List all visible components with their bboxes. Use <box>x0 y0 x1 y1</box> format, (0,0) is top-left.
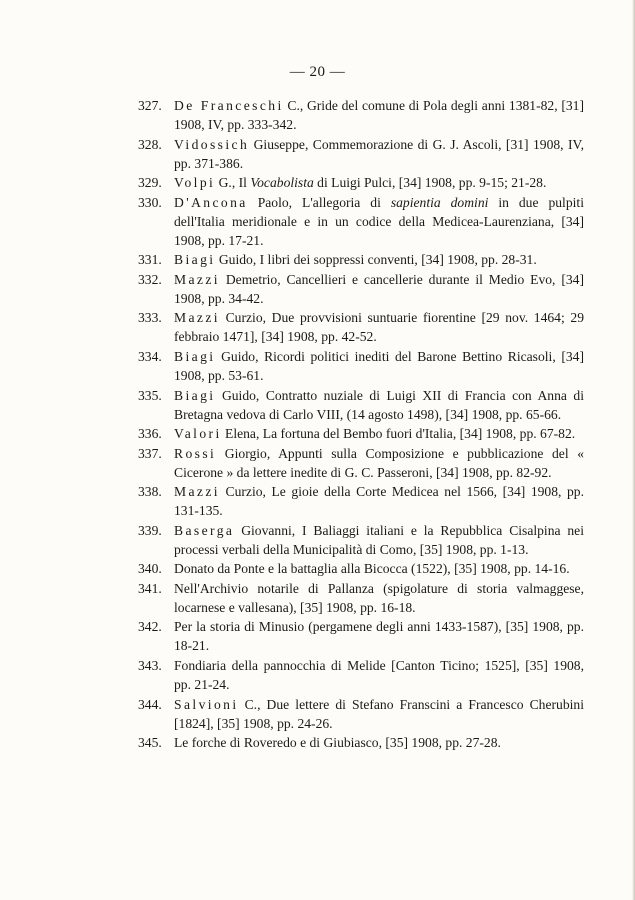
bibliography-entry <box>138 424 584 443</box>
bibliography-entry <box>138 386 584 424</box>
entry-text: Giuseppe, Commemorazione di G. J. Ascoli, [31] 1908, IV, pp. 371-386. <box>174 136 584 171</box>
bibliography-entry <box>138 579 584 617</box>
bibliography-entry <box>138 270 584 308</box>
bibliography-entry <box>138 733 584 752</box>
entry-number: 328. <box>138 136 162 152</box>
entry-text: Paolo, L'allegoria di <box>247 194 391 210</box>
bibliography-entry <box>138 173 584 192</box>
bibliography-list <box>138 96 584 753</box>
bibliography-entry <box>138 695 584 733</box>
bibliography-entry <box>138 559 584 578</box>
entry-author: Baserga <box>174 522 235 538</box>
bibliography-entry <box>138 250 584 269</box>
entry-author: Mazzi <box>174 271 220 287</box>
bibliography-entry <box>138 135 584 173</box>
entry-text: C., Due lettere di Stefano Franscini a Francesco Cherubini [1824], [35] 1908, pp. 24-26. <box>174 696 584 731</box>
entry-number: 340. <box>138 561 162 577</box>
entry-number: 334. <box>138 348 162 364</box>
entry-text: Nell'Archivio notarile di Pallanza (spigolature di storia valmaggese, locarnese e vallesana), [35] 1908, pp. 16-18. <box>174 580 584 615</box>
entry-text: Fondiaria della pannocchia di Melide [Canton Ticino; 1525], [35] 1908, pp. 21-24. <box>174 657 584 693</box>
entry-author: Mazzi <box>174 484 220 500</box>
entry-text: di Luigi Pulci, [34] 1908, pp. 9-15; 21-28. <box>313 175 547 191</box>
entry-number: 339. <box>138 522 162 538</box>
entry-number: 336. <box>138 426 162 442</box>
entry-author: Biagi <box>174 348 216 364</box>
entry-text: Curzio, Due provvisioni suntuarie fiorentine [29 nov. 1464; 29 febbraio 1471], [34] 1908, pp. 42-52. <box>174 310 584 345</box>
entry-text: in due pulpiti dell'Italia meridionale e in un codice della Medicea-Laurenziana, [34] 1908, pp. 17-21. <box>174 194 584 248</box>
entry-number: 338. <box>138 484 162 500</box>
entry-number: 341. <box>138 580 162 596</box>
bibliography-entry <box>138 193 584 250</box>
bibliography-entry <box>138 96 584 134</box>
entry-text: C., Gride del comune di Pola degli anni 1381-82, [31] 1908, IV, pp. 333-342. <box>174 98 584 133</box>
bibliography-entry <box>138 308 584 346</box>
entry-number: 342. <box>138 619 162 635</box>
entry-number: 337. <box>138 445 162 461</box>
entry-text: Le forche di Roveredo e di Giubiasco, [35] 1908, pp. 27-28. <box>174 735 501 751</box>
bibliography-entry <box>138 482 584 520</box>
entry-text: Demetrio, Cancellieri e cancellerie durante il Medio Evo, [34] 1908, pp. 34-42. <box>174 271 584 306</box>
bibliography-entry <box>138 617 584 655</box>
entry-text: Elena, La fortuna del Bembo fuori d'Italia, [34] 1908, pp. 67-82. <box>221 426 576 442</box>
bibliography-entry <box>138 444 584 482</box>
entry-number: 343. <box>138 657 162 673</box>
entry-text: Donato da Ponte e la battaglia alla Bicocca (1522), [35] 1908, pp. 14-16. <box>174 561 570 577</box>
entry-author: De Franceschi <box>174 98 284 113</box>
bibliography-entry <box>138 521 584 559</box>
entry-text: Per la storia di Minusio (pergamene degli anni 1433-1587), [35] 1908, pp. 18-21. <box>174 619 584 654</box>
entry-number: 329. <box>138 175 162 191</box>
bibliography-entry <box>138 347 584 385</box>
entry-author: Volpi <box>174 175 216 191</box>
entry-author: D'Ancona <box>174 194 248 210</box>
entry-author: Biagi <box>174 252 216 268</box>
entry-number: 331. <box>138 252 162 268</box>
entry-number: 330. <box>138 194 162 210</box>
entry-text: Guido, Ricordi politici inediti del Barone Bettino Ricasoli, [34] 1908, pp. 53-61. <box>174 348 584 384</box>
entry-author: Vidossich <box>174 136 250 152</box>
entry-number: 333. <box>138 310 162 326</box>
entry-text: Guido, Contratto nuziale di Luigi XII di Francia con Anna di Bretagna vedova di Carlo VIII, (14 agosto 1498), [34] 1908, pp. 65-66. <box>174 387 584 422</box>
entry-author: Rossi <box>174 445 217 461</box>
entry-text: Giorgio, Appunti sulla Composizione e pubblicazione del « Cicerone » da lettere inedite di G. C. Passeroni, [34] 1908, pp. 82-92. <box>174 445 584 480</box>
entry-text: Giovanni, I Baliaggi italiani e la Repubblica Cisalpina nei processi verbali della Municipalità di Como, [35] 1908, pp. 1-13. <box>174 522 584 557</box>
bibliography-entry <box>138 656 584 694</box>
page-number: — 20 — <box>289 64 346 80</box>
entry-author: Valori <box>174 426 222 442</box>
entry-number: 327. <box>138 98 162 113</box>
entry-text: Curzio, Le gioie della Corte Medicea nel 1566, [34] 1908, pp. 131-135. <box>174 484 584 519</box>
entry-number: 335. <box>138 387 162 403</box>
entry-author: Biagi <box>174 387 216 403</box>
entry-number: 344. <box>138 696 162 712</box>
entry-author: Mazzi <box>174 310 220 326</box>
entry-author: Salvioni <box>174 696 239 712</box>
entry-italic-title: sapientia domini <box>390 194 489 210</box>
entry-text: G., Il <box>215 175 251 191</box>
entry-number: 345. <box>138 735 162 751</box>
entry-number: 332. <box>138 271 162 287</box>
entry-text: Guido, I libri dei soppressi conventi, [34] 1908, pp. 28-31. <box>215 252 537 268</box>
entry-italic-title: Vocabolista <box>250 175 314 191</box>
